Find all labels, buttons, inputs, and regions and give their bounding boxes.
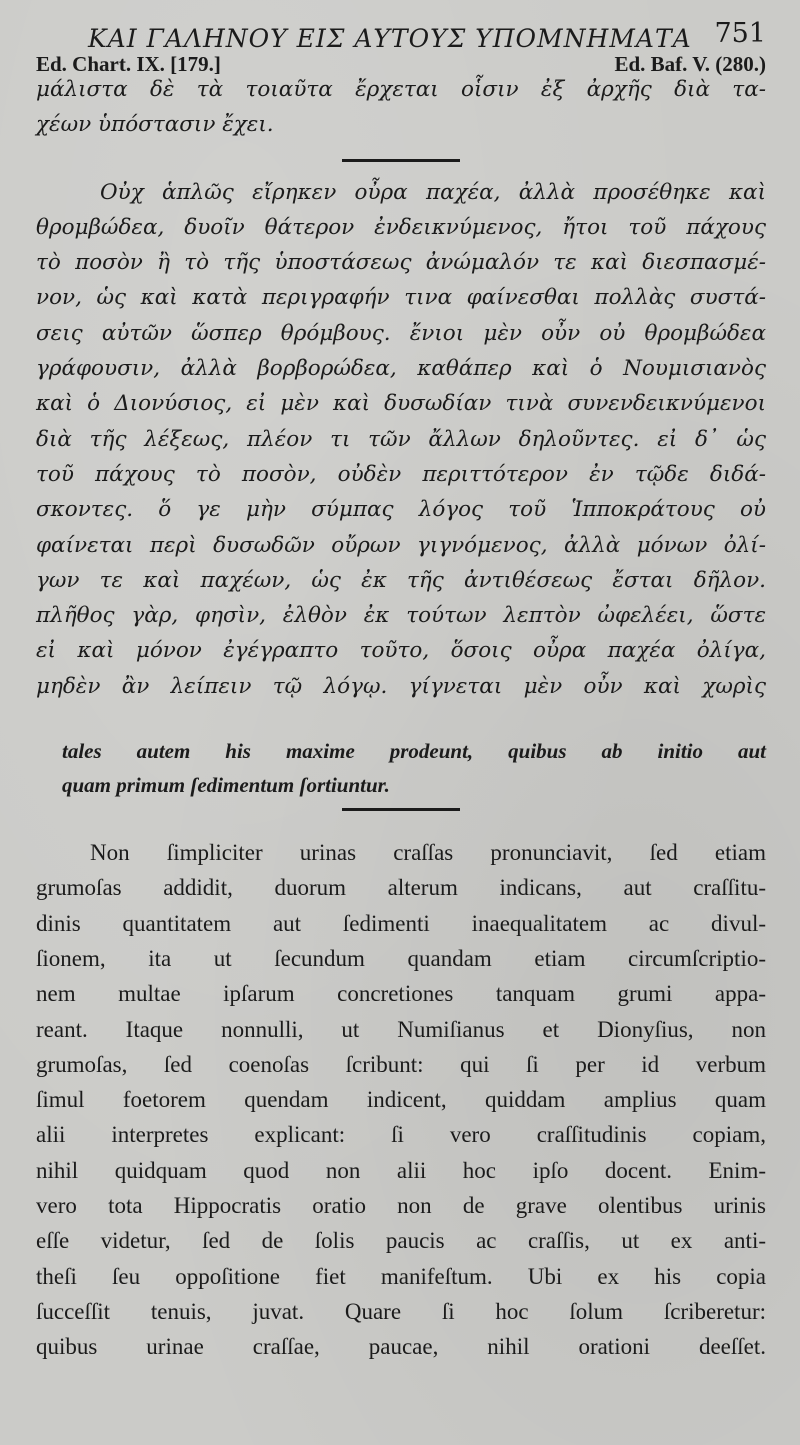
edition-line <box>36 52 766 78</box>
greek-commentary-line: καὶ ὁ Διονύσιος, εἰ μὲν καὶ δυσωδίαν τινὰ συνενδεικνύμενοι <box>36 391 766 417</box>
greek-aphorism-line: μάλιστα δὲ τὰ τοιαῦτα ἔρχεται οἷσιν ἐξ ἀρχῆς διὰ τα- <box>36 77 766 102</box>
latin-commentary-line: grumoſas addidit, duorum alterum indicans, aut craſſitu- <box>36 875 766 901</box>
latin-commentary-line: dinis quantitatem aut ſedimenti inaequalitatem ac divul- <box>36 910 766 936</box>
latin-aphorism-line: quam primum ſedimentum ſortiuntur. <box>62 773 390 798</box>
greek-commentary-line: πλῆθος γὰρ, φησὶν, ἐλθὸν ἐκ τούτων λεπτὸν ὠφελέει, ὥστε <box>36 603 766 629</box>
greek-aphorism <box>36 72 766 143</box>
latin-commentary-line: alii interpretes explicant: ſi vero craſſitudinis copiam, <box>36 1122 766 1148</box>
latin-commentary-line: eſſe videtur, ſed de ſolis paucis ac craſſis, ut ex anti- <box>36 1228 766 1254</box>
greek-commentary-line: Οὐχ ἁπλῶς εἴρηκεν οὖρα παχέα, ἀλλὰ προσέθηκε καὶ <box>100 179 766 205</box>
section-divider <box>342 808 460 811</box>
greek-aphorism-line: χέων ὑπόστασιν ἔχει. <box>36 112 274 138</box>
page-number: 751 <box>714 18 766 49</box>
greek-commentary-line: φαίνεται περὶ δυσωδῶν οὔρων γιγνόμενος, ἀλλὰ μόνων ὀλί- <box>36 532 766 558</box>
greek-commentary-line: σεις αὐτῶν ὥσπερ θρόμβους. ἔνιοι μὲν οὖν οὐ θρομβώδεα <box>36 320 766 346</box>
latin-aphorism <box>36 734 766 802</box>
running-head <box>36 18 766 52</box>
latin-commentary-line: nem multae ipſarum concretiones tanquam grumi appa- <box>36 981 766 1007</box>
running-title: ΚΑΙ ΓΑΛΗΝΟΥ ΕΙΣ ΑΥΤΟΥΣ ΥΠΟΜΝΗΜΑΤΑ <box>88 24 692 53</box>
greek-commentary-line: τοῦ πάχους τὸ ποσὸν, οὐδὲν περιττότερον ἐν τῷδε διδά- <box>36 461 766 487</box>
edition-reference-right: Ed. Baf. V. (280.) <box>614 52 766 76</box>
greek-commentary-line: νον, ὡς καὶ κατὰ περιγραφήν τινα φαίνεσθαι πολλὰς συστά- <box>36 285 766 311</box>
latin-aphorism-line: tales autem his maxime prodeunt, quibus ab initio aut <box>62 739 766 764</box>
greek-commentary-line: σκοντες. ὅ γε μὴν σύμπας λόγος τοῦ Ἱπποκράτους οὐ <box>36 497 766 523</box>
greek-commentary-line: γράφουσιν, ἀλλὰ βορβορώδεα, καθάπερ καὶ ὁ Νουμισιανὸς <box>36 356 766 382</box>
latin-commentary-line: ſimul foetorem quendam indicent, quiddam amplius quam <box>36 1087 766 1113</box>
latin-commentary <box>36 835 766 1364</box>
greek-commentary-line: τὸ ποσὸν ἢ τὸ τῆς ὑποστάσεως ἀνώμαλόν τε καὶ διεσπασμέ- <box>36 250 766 276</box>
greek-commentary-line: μηδὲν ἂν λείπειν τῷ λόγῳ. γίγνεται μὲν οὖν καὶ χωρὶς <box>36 673 766 699</box>
latin-commentary-line: ſucceſſit tenuis, juvat. Quare ſi hoc ſolum ſcriberetur: <box>36 1298 766 1324</box>
greek-commentary-line: γων τε καὶ παχέων, ὡς ἐκ τῆς ἀντιθέσεως ἔσται δῆλον. <box>36 567 766 593</box>
section-divider <box>342 159 460 162</box>
greek-commentary <box>36 175 766 704</box>
greek-commentary-line: θρομβώδεα, δυοῖν θάτερον ἐνδεικνύμενος, ἤτοι τοῦ πάχους <box>36 214 766 240</box>
edition-reference-left: Ed. Chart. IX. [179.] <box>36 52 221 76</box>
greek-commentary-line: διὰ τῆς λέξεως, πλέον τι τῶν ἄλλων δηλοῦντες. εἰ δ᾽ ὡς <box>36 426 766 452</box>
latin-commentary-line: quibus urinae craſſae, paucae, nihil orationi deeſſet. <box>36 1334 766 1360</box>
latin-commentary-line: theſi ſeu oppoſitione fiet manifeſtum. Ubi ex his copia <box>36 1263 766 1289</box>
latin-commentary-line: reant. Itaque nonnulli, ut Numiſianus et Dionyſius, non <box>36 1016 766 1042</box>
latin-commentary-line: vero tota Hippocratis oratio non de grave olentibus urinis <box>36 1193 766 1219</box>
latin-commentary-line: nihil quidquam quod non alii hoc ipſo docent. Enim- <box>36 1157 766 1183</box>
latin-commentary-line: grumoſas, ſed coenoſas ſcribunt: qui ſi per id verbum <box>36 1051 766 1077</box>
latin-commentary-line: ſionem, ita ut ſecundum quandam etiam circumſcriptio- <box>36 945 766 971</box>
greek-commentary-line: εἰ καὶ μόνον ἐγέγραπτο τοῦτο, ὅσοις οὖρα παχέα ὀλίγα, <box>36 638 766 664</box>
latin-commentary-line: Non ſimpliciter urinas craſſas pronunciavit, ſed etiam <box>90 840 766 866</box>
